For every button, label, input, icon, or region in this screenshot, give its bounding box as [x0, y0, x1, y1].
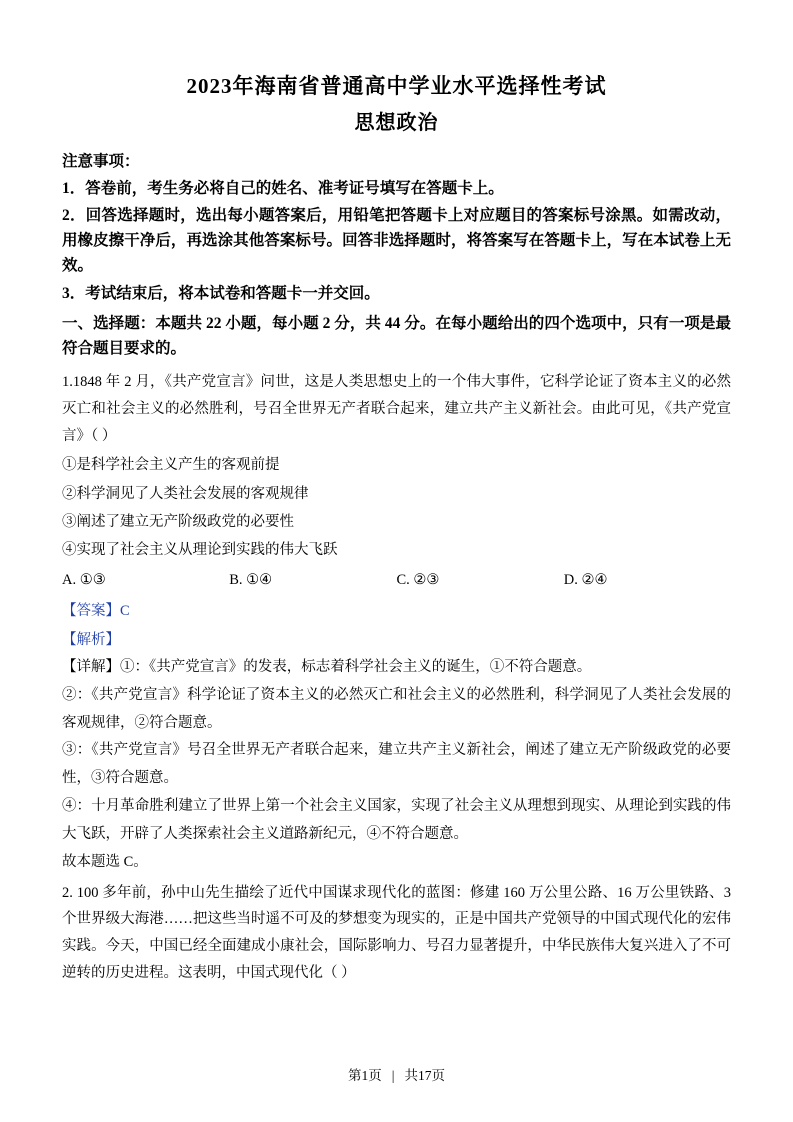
question-1-choices	[62, 566, 731, 595]
notice-item-2: 2．回答选择题时，选出每小题答案后，用铅笔把答题卡上对应题目的答案标号涂黑。如需改动，用橡皮擦干净后，再选涂其他答案标号。回答非选择题时，将答案写在答题卡上，写在本试卷上无效。	[62, 207, 731, 275]
question-1-stem: 1.1848 年 2 月，《共产党宣言》问世，这是人类思想史上的一个伟大事件，它科学论证了资本主义的必然灭亡和社会主义的必然胜利，号召全世界无产者联合起来，建立共产主义新社会。由此可见，《共产党宣言》（ ）	[62, 373, 731, 444]
question-1-choice-d[interactable]: D. ②④	[563, 572, 608, 589]
question-1-detail-2: ②：《共产党宣言》科学论证了资本主义的必然灭亡和社会主义的必然胜利，科学洞见了人类社会发展的客观规律，②符合题意。	[62, 686, 731, 731]
question-1-option-4[interactable]: ④实现了社会主义从理论到实践的伟大飞跃	[62, 542, 338, 559]
page-subtitle: 思想政治	[354, 112, 439, 134]
section-heading: 一、选择题：本题共 22 小题，每小题 2 分，共 44 分。在每小题给出的四个选项中，只有一项是最符合题目要求的。	[62, 314, 731, 357]
question-1-detail-4: ④：十月革命胜利建立了世界上第一个社会主义国家，实现了社会主义从理想到现实、从理论到实践的伟大飞跃，开辟了人类探索社会主义道路新纪元，④不符合题意。	[62, 798, 731, 842]
footer-page-current: 第1页	[348, 1068, 382, 1083]
question-2-stem: 2. 100 多年前，孙中山先生描绘了近代中国谋求现代化的蓝图：修建 160 万公里公路、16 万公里铁路、3 个世界级大海港……把这些当时遥不可及的梦想变为现实的，正是中国共产党领导的中国式现代化的宏伟实践。今天，中国已经全面建成小康社会，国际影响力、号召力显著提升，中华民族伟大复兴进入了不可逆转的历史进程。这表明，中国式现代化（ ）	[62, 884, 731, 981]
question-1-options	[62, 451, 731, 564]
question-1-option-2[interactable]: ②科学洞见了人类社会发展的客观规律	[62, 485, 309, 502]
answer-value: C	[120, 603, 130, 620]
question-1-choice-c[interactable]: C. ②③	[396, 572, 440, 589]
page-footer	[0, 1064, 793, 1084]
footer-separator: |	[391, 1068, 395, 1083]
question-1-option-3[interactable]: ③阐述了建立无产阶级政党的必要性	[62, 513, 294, 530]
question-1-detail-1: 【详解】①：《共产党宣言》的发表，标志着科学社会主义的诞生，①不符合题意。	[62, 658, 592, 675]
footer-page-total: 共17页	[404, 1068, 445, 1083]
notice-heading: 注意事项：	[62, 153, 140, 170]
question-1-detail-3: ③：《共产党宣言》号召全世界无产者联合起来，建立共产主义新社会，阐述了建立无产阶级政党的必要性，③符合题意。	[62, 742, 731, 787]
question-1-analysis-label: 【解析】	[62, 631, 120, 648]
question-1-choice-b[interactable]: B. ①④	[229, 572, 273, 589]
answer-label: 【答案】	[62, 603, 120, 620]
question-1-option-1[interactable]: ①是科学社会主义产生的客观前提	[62, 457, 280, 474]
question-1-detail-5: 故本题选 C。	[62, 853, 148, 870]
notice-item-1: 1．答卷前，考生务必将自己的姓名、准考证号填写在答题卡上。	[62, 180, 504, 198]
notice-item-3: 3．考试结束后，将本试卷和答题卡一并交回。	[62, 284, 380, 302]
question-1-answer	[62, 597, 731, 625]
question-1-choice-a[interactable]: A. ①③	[62, 572, 106, 589]
page-title: 2023年海南省普通高中学业水平选择性考试	[186, 74, 607, 98]
